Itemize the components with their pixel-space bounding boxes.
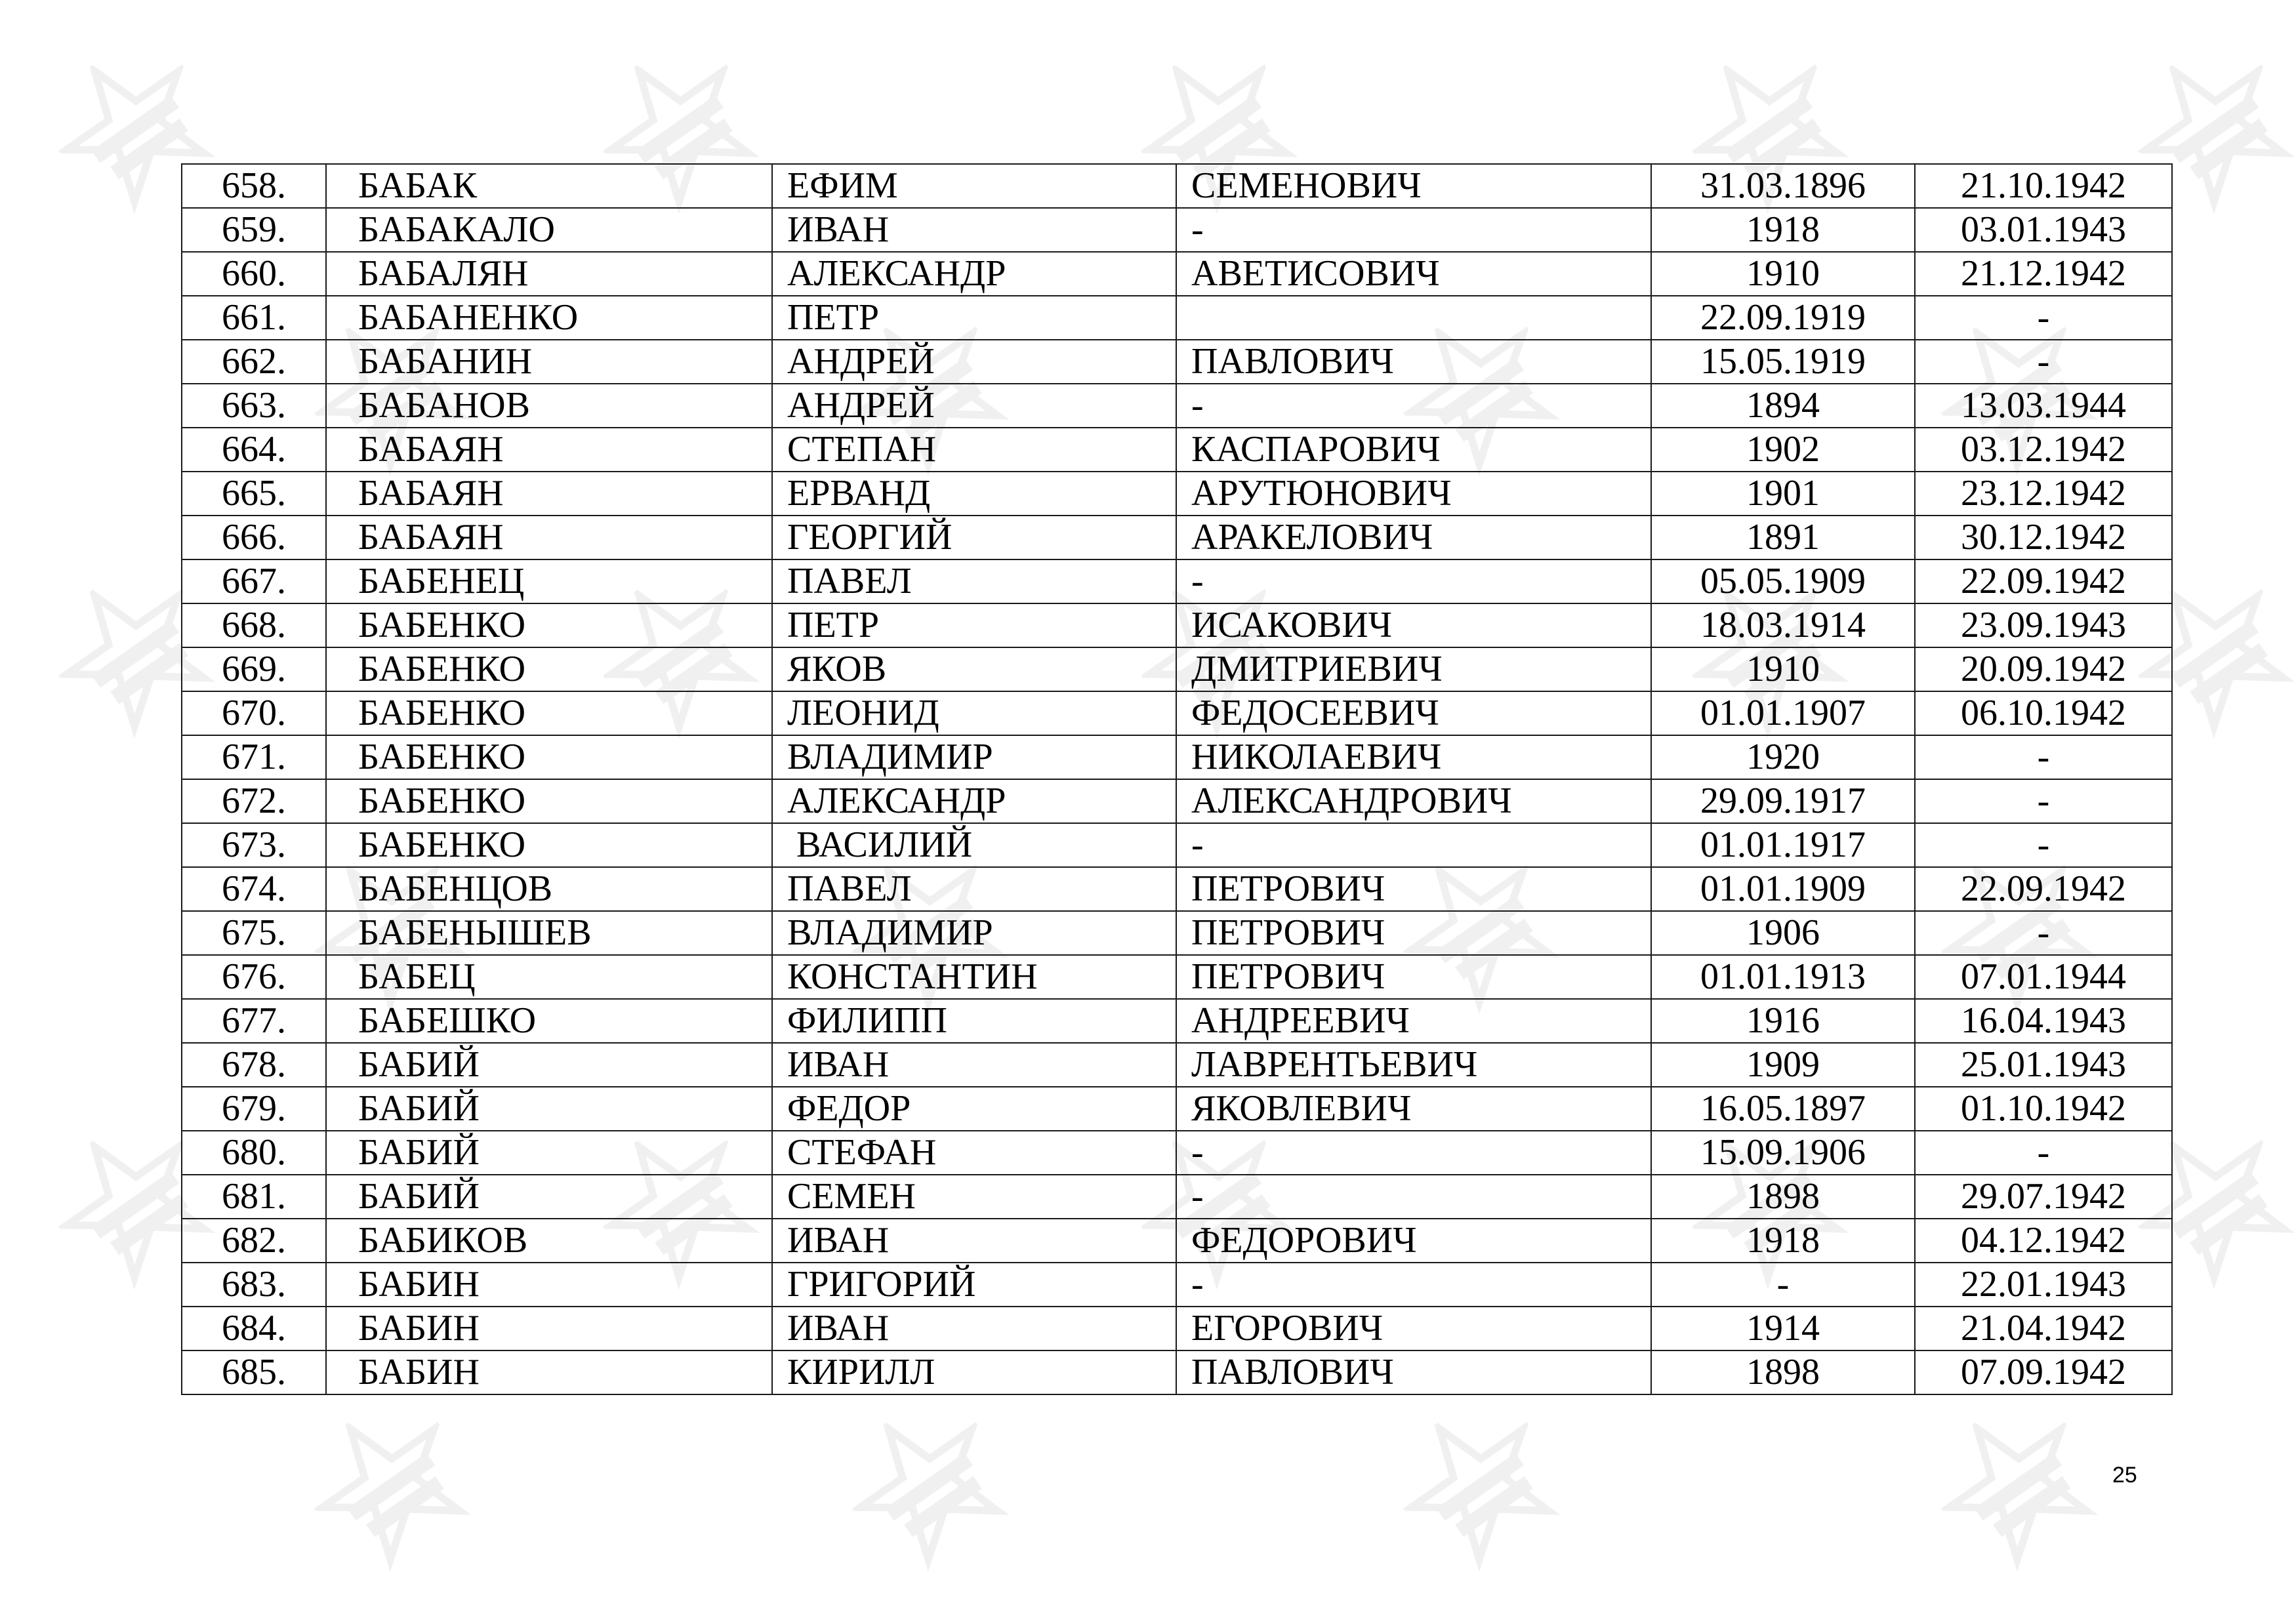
patronymic-cell: ИСАКОВИЧ	[1176, 603, 1651, 647]
table-row	[182, 1131, 2172, 1175]
page-number: 25	[2112, 1463, 2137, 1488]
last-name-cell: БАБЕШКО	[326, 999, 772, 1043]
roster-body	[182, 164, 2172, 1394]
first-name-cell: ИВАН	[772, 1043, 1176, 1087]
patronymic-cell: -	[1176, 1131, 1651, 1175]
table-row	[182, 1175, 2172, 1219]
row-number-cell: 661.	[182, 296, 326, 340]
first-name-cell: ИВАН	[772, 1307, 1176, 1350]
table-row	[182, 1087, 2172, 1131]
first-name-cell: ИВАН	[772, 208, 1176, 252]
last-name-cell: БАБИН	[326, 1263, 772, 1307]
table-row	[182, 647, 2172, 691]
first-name-cell: КОНСТАНТИН	[772, 955, 1176, 999]
birth-date-cell: 1914	[1651, 1307, 1915, 1350]
first-name-cell: ВЛАДИМИР	[772, 911, 1176, 955]
death-date-cell: 23.12.1942	[1915, 472, 2172, 516]
last-name-cell: БАБАНЕНКО	[326, 296, 772, 340]
patronymic-cell: ДМИТРИЕВИЧ	[1176, 647, 1651, 691]
star-logo-icon	[1374, 1381, 1584, 1591]
birth-date-cell: 1898	[1651, 1350, 1915, 1394]
table-row	[182, 252, 2172, 296]
row-number-cell: 671.	[182, 735, 326, 779]
birth-date-cell: 1916	[1651, 999, 1915, 1043]
last-name-cell: БАБИКОВ	[326, 1219, 772, 1263]
death-date-cell: 16.04.1943	[1915, 999, 2172, 1043]
star-logo-icon	[823, 1381, 1033, 1591]
last-name-cell: БАБАЯН	[326, 428, 772, 472]
patronymic-cell: АЛЕКСАНДРОВИЧ	[1176, 779, 1651, 823]
table-row	[182, 208, 2172, 252]
row-number-cell: 658.	[182, 164, 326, 208]
table-row	[182, 999, 2172, 1043]
first-name-cell: АЛЕКСАНДР	[772, 779, 1176, 823]
patronymic-cell: ЛАВРЕНТЬЕВИЧ	[1176, 1043, 1651, 1087]
birth-date-cell: 15.09.1906	[1651, 1131, 1915, 1175]
row-number-cell: 685.	[182, 1350, 326, 1394]
birth-date-cell: 29.09.1917	[1651, 779, 1915, 823]
birth-date-cell: 1918	[1651, 1219, 1915, 1263]
table-row	[182, 428, 2172, 472]
birth-date-cell: 22.09.1919	[1651, 296, 1915, 340]
patronymic-cell: ПЕТРОВИЧ	[1176, 955, 1651, 999]
last-name-cell: БАБЕНКО	[326, 779, 772, 823]
death-date-cell: 20.09.1942	[1915, 647, 2172, 691]
first-name-cell: ПЕТР	[772, 603, 1176, 647]
death-date-cell: 22.09.1942	[1915, 559, 2172, 603]
last-name-cell: БАБЕНЦОВ	[326, 867, 772, 911]
last-name-cell: БАБЕНЕЦ	[326, 559, 772, 603]
patronymic-cell: ЕГОРОВИЧ	[1176, 1307, 1651, 1350]
last-name-cell: БАБЕНЫШЕВ	[326, 911, 772, 955]
row-number-cell: 673.	[182, 823, 326, 867]
star-logo-icon	[1912, 1381, 2122, 1591]
star-logo-icon	[285, 1381, 495, 1591]
table-row	[182, 1350, 2172, 1394]
patronymic-cell: -	[1176, 559, 1651, 603]
first-name-cell: ИВАН	[772, 1219, 1176, 1263]
row-number-cell: 670.	[182, 691, 326, 735]
patronymic-cell: ПАВЛОВИЧ	[1176, 1350, 1651, 1394]
death-date-cell: 03.01.1943	[1915, 208, 2172, 252]
last-name-cell: БАБАЯН	[326, 516, 772, 559]
patronymic-cell: ФЕДОСЕЕВИЧ	[1176, 691, 1651, 735]
death-date-cell: 22.09.1942	[1915, 867, 2172, 911]
row-number-cell: 682.	[182, 1219, 326, 1263]
patronymic-cell: НИКОЛАЕВИЧ	[1176, 735, 1651, 779]
death-date-cell: 03.12.1942	[1915, 428, 2172, 472]
table-row	[182, 603, 2172, 647]
birth-date-cell: 1910	[1651, 647, 1915, 691]
death-date-cell: 04.12.1942	[1915, 1219, 2172, 1263]
patronymic-cell: -	[1176, 384, 1651, 428]
first-name-cell: АНДРЕЙ	[772, 340, 1176, 384]
last-name-cell: БАБАНОВ	[326, 384, 772, 428]
table-row	[182, 472, 2172, 516]
last-name-cell: БАБЕНКО	[326, 603, 772, 647]
death-date-cell: 01.10.1942	[1915, 1087, 2172, 1131]
table-row	[182, 559, 2172, 603]
death-date-cell: 22.01.1943	[1915, 1263, 2172, 1307]
row-number-cell: 679.	[182, 1087, 326, 1131]
patronymic-cell: КАСПАРОВИЧ	[1176, 428, 1651, 472]
last-name-cell: БАБИН	[326, 1307, 772, 1350]
table-row	[182, 691, 2172, 735]
last-name-cell: БАБЕЦ	[326, 955, 772, 999]
first-name-cell: ПЕТР	[772, 296, 1176, 340]
row-number-cell: 676.	[182, 955, 326, 999]
death-date-cell: 21.10.1942	[1915, 164, 2172, 208]
row-number-cell: 664.	[182, 428, 326, 472]
table-row	[182, 735, 2172, 779]
casualty-roster-table	[181, 163, 2173, 1395]
death-date-cell: 06.10.1942	[1915, 691, 2172, 735]
birth-date-cell: 1909	[1651, 1043, 1915, 1087]
table-row	[182, 911, 2172, 955]
table-row	[182, 955, 2172, 999]
first-name-cell: ЛЕОНИД	[772, 691, 1176, 735]
death-date-cell: 23.09.1943	[1915, 603, 2172, 647]
table-row	[182, 516, 2172, 559]
last-name-cell: БАБАЯН	[326, 472, 772, 516]
last-name-cell: БАБИН	[326, 1350, 772, 1394]
death-date-cell: -	[1915, 296, 2172, 340]
first-name-cell: ЕФИМ	[772, 164, 1176, 208]
birth-date-cell: 01.01.1909	[1651, 867, 1915, 911]
patronymic-cell: АРУТЮНОВИЧ	[1176, 472, 1651, 516]
last-name-cell: БАБИЙ	[326, 1087, 772, 1131]
last-name-cell: БАБАКАЛО	[326, 208, 772, 252]
last-name-cell: БАБИЙ	[326, 1175, 772, 1219]
patronymic-cell: -	[1176, 1263, 1651, 1307]
birth-date-cell: 1906	[1651, 911, 1915, 955]
first-name-cell: ФИЛИПП	[772, 999, 1176, 1043]
birth-date-cell: 18.03.1914	[1651, 603, 1915, 647]
table-row	[182, 823, 2172, 867]
death-date-cell: 07.09.1942	[1915, 1350, 2172, 1394]
row-number-cell: 675.	[182, 911, 326, 955]
row-number-cell: 659.	[182, 208, 326, 252]
birth-date-cell: -	[1651, 1263, 1915, 1307]
birth-date-cell: 1894	[1651, 384, 1915, 428]
birth-date-cell: 1901	[1651, 472, 1915, 516]
first-name-cell: ВАСИЛИЙ	[772, 823, 1176, 867]
patronymic-cell: -	[1176, 823, 1651, 867]
patronymic-cell: АРАКЕЛОВИЧ	[1176, 516, 1651, 559]
table-row	[182, 164, 2172, 208]
row-number-cell: 668.	[182, 603, 326, 647]
row-number-cell: 678.	[182, 1043, 326, 1087]
first-name-cell: ПАВЕЛ	[772, 867, 1176, 911]
row-number-cell: 669.	[182, 647, 326, 691]
birth-date-cell: 01.01.1913	[1651, 955, 1915, 999]
first-name-cell: ВЛАДИМИР	[772, 735, 1176, 779]
birth-date-cell: 1918	[1651, 208, 1915, 252]
first-name-cell: КИРИЛЛ	[772, 1350, 1176, 1394]
death-date-cell: -	[1915, 340, 2172, 384]
row-number-cell: 660.	[182, 252, 326, 296]
row-number-cell: 663.	[182, 384, 326, 428]
row-number-cell: 665.	[182, 472, 326, 516]
patronymic-cell: ПЕТРОВИЧ	[1176, 867, 1651, 911]
death-date-cell: -	[1915, 779, 2172, 823]
last-name-cell: БАБЕНКО	[326, 735, 772, 779]
first-name-cell: ГЕОРГИЙ	[772, 516, 1176, 559]
death-date-cell: 07.01.1944	[1915, 955, 2172, 999]
first-name-cell: СТЕФАН	[772, 1131, 1176, 1175]
table-row	[182, 1307, 2172, 1350]
row-number-cell: 674.	[182, 867, 326, 911]
row-number-cell: 680.	[182, 1131, 326, 1175]
birth-date-cell: 1920	[1651, 735, 1915, 779]
first-name-cell: ЕРВАНД	[772, 472, 1176, 516]
patronymic-cell: ПЕТРОВИЧ	[1176, 911, 1651, 955]
last-name-cell: БАБАНИН	[326, 340, 772, 384]
row-number-cell: 681.	[182, 1175, 326, 1219]
patronymic-cell: ЯКОВЛЕВИЧ	[1176, 1087, 1651, 1131]
death-date-cell: -	[1915, 735, 2172, 779]
last-name-cell: БАБЕНКО	[326, 647, 772, 691]
last-name-cell: БАБИЙ	[326, 1043, 772, 1087]
birth-date-cell: 01.01.1917	[1651, 823, 1915, 867]
patronymic-cell: ПАВЛОВИЧ	[1176, 340, 1651, 384]
first-name-cell: ГРИГОРИЙ	[772, 1263, 1176, 1307]
birth-date-cell: 1891	[1651, 516, 1915, 559]
first-name-cell: ФЕДОР	[772, 1087, 1176, 1131]
first-name-cell: АНДРЕЙ	[772, 384, 1176, 428]
birth-date-cell: 1898	[1651, 1175, 1915, 1219]
first-name-cell: АЛЕКСАНДР	[772, 252, 1176, 296]
table-row	[182, 1219, 2172, 1263]
birth-date-cell: 01.01.1907	[1651, 691, 1915, 735]
death-date-cell: 13.03.1944	[1915, 384, 2172, 428]
death-date-cell: -	[1915, 911, 2172, 955]
last-name-cell: БАБАЛЯН	[326, 252, 772, 296]
death-date-cell: 29.07.1942	[1915, 1175, 2172, 1219]
patronymic-cell: АВЕТИСОВИЧ	[1176, 252, 1651, 296]
row-number-cell: 666.	[182, 516, 326, 559]
row-number-cell: 667.	[182, 559, 326, 603]
last-name-cell: БАБИЙ	[326, 1131, 772, 1175]
table-row	[182, 340, 2172, 384]
death-date-cell: 30.12.1942	[1915, 516, 2172, 559]
table-row	[182, 779, 2172, 823]
birth-date-cell: 16.05.1897	[1651, 1087, 1915, 1131]
first-name-cell: СЕМЕН	[772, 1175, 1176, 1219]
table-row	[182, 384, 2172, 428]
last-name-cell: БАБЕНКО	[326, 691, 772, 735]
first-name-cell: ЯКОВ	[772, 647, 1176, 691]
row-number-cell: 677.	[182, 999, 326, 1043]
row-number-cell: 684.	[182, 1307, 326, 1350]
row-number-cell: 662.	[182, 340, 326, 384]
table-row	[182, 1043, 2172, 1087]
row-number-cell: 672.	[182, 779, 326, 823]
table-row	[182, 296, 2172, 340]
table-row	[182, 1263, 2172, 1307]
table-row	[182, 867, 2172, 911]
row-number-cell: 683.	[182, 1263, 326, 1307]
patronymic-cell: АНДРЕЕВИЧ	[1176, 999, 1651, 1043]
patronymic-cell: СЕМЕНОВИЧ	[1176, 164, 1651, 208]
death-date-cell: -	[1915, 823, 2172, 867]
first-name-cell: СТЕПАН	[772, 428, 1176, 472]
birth-date-cell: 31.03.1896	[1651, 164, 1915, 208]
death-date-cell: -	[1915, 1131, 2172, 1175]
birth-date-cell: 1902	[1651, 428, 1915, 472]
patronymic-cell: -	[1176, 1175, 1651, 1219]
death-date-cell: 25.01.1943	[1915, 1043, 2172, 1087]
birth-date-cell: 05.05.1909	[1651, 559, 1915, 603]
death-date-cell: 21.04.1942	[1915, 1307, 2172, 1350]
birth-date-cell: 15.05.1919	[1651, 340, 1915, 384]
patronymic-cell	[1176, 296, 1651, 340]
death-date-cell: 21.12.1942	[1915, 252, 2172, 296]
last-name-cell: БАБАК	[326, 164, 772, 208]
patronymic-cell: -	[1176, 208, 1651, 252]
first-name-cell: ПАВЕЛ	[772, 559, 1176, 603]
patronymic-cell: ФЕДОРОВИЧ	[1176, 1219, 1651, 1263]
birth-date-cell: 1910	[1651, 252, 1915, 296]
last-name-cell: БАБЕНКО	[326, 823, 772, 867]
